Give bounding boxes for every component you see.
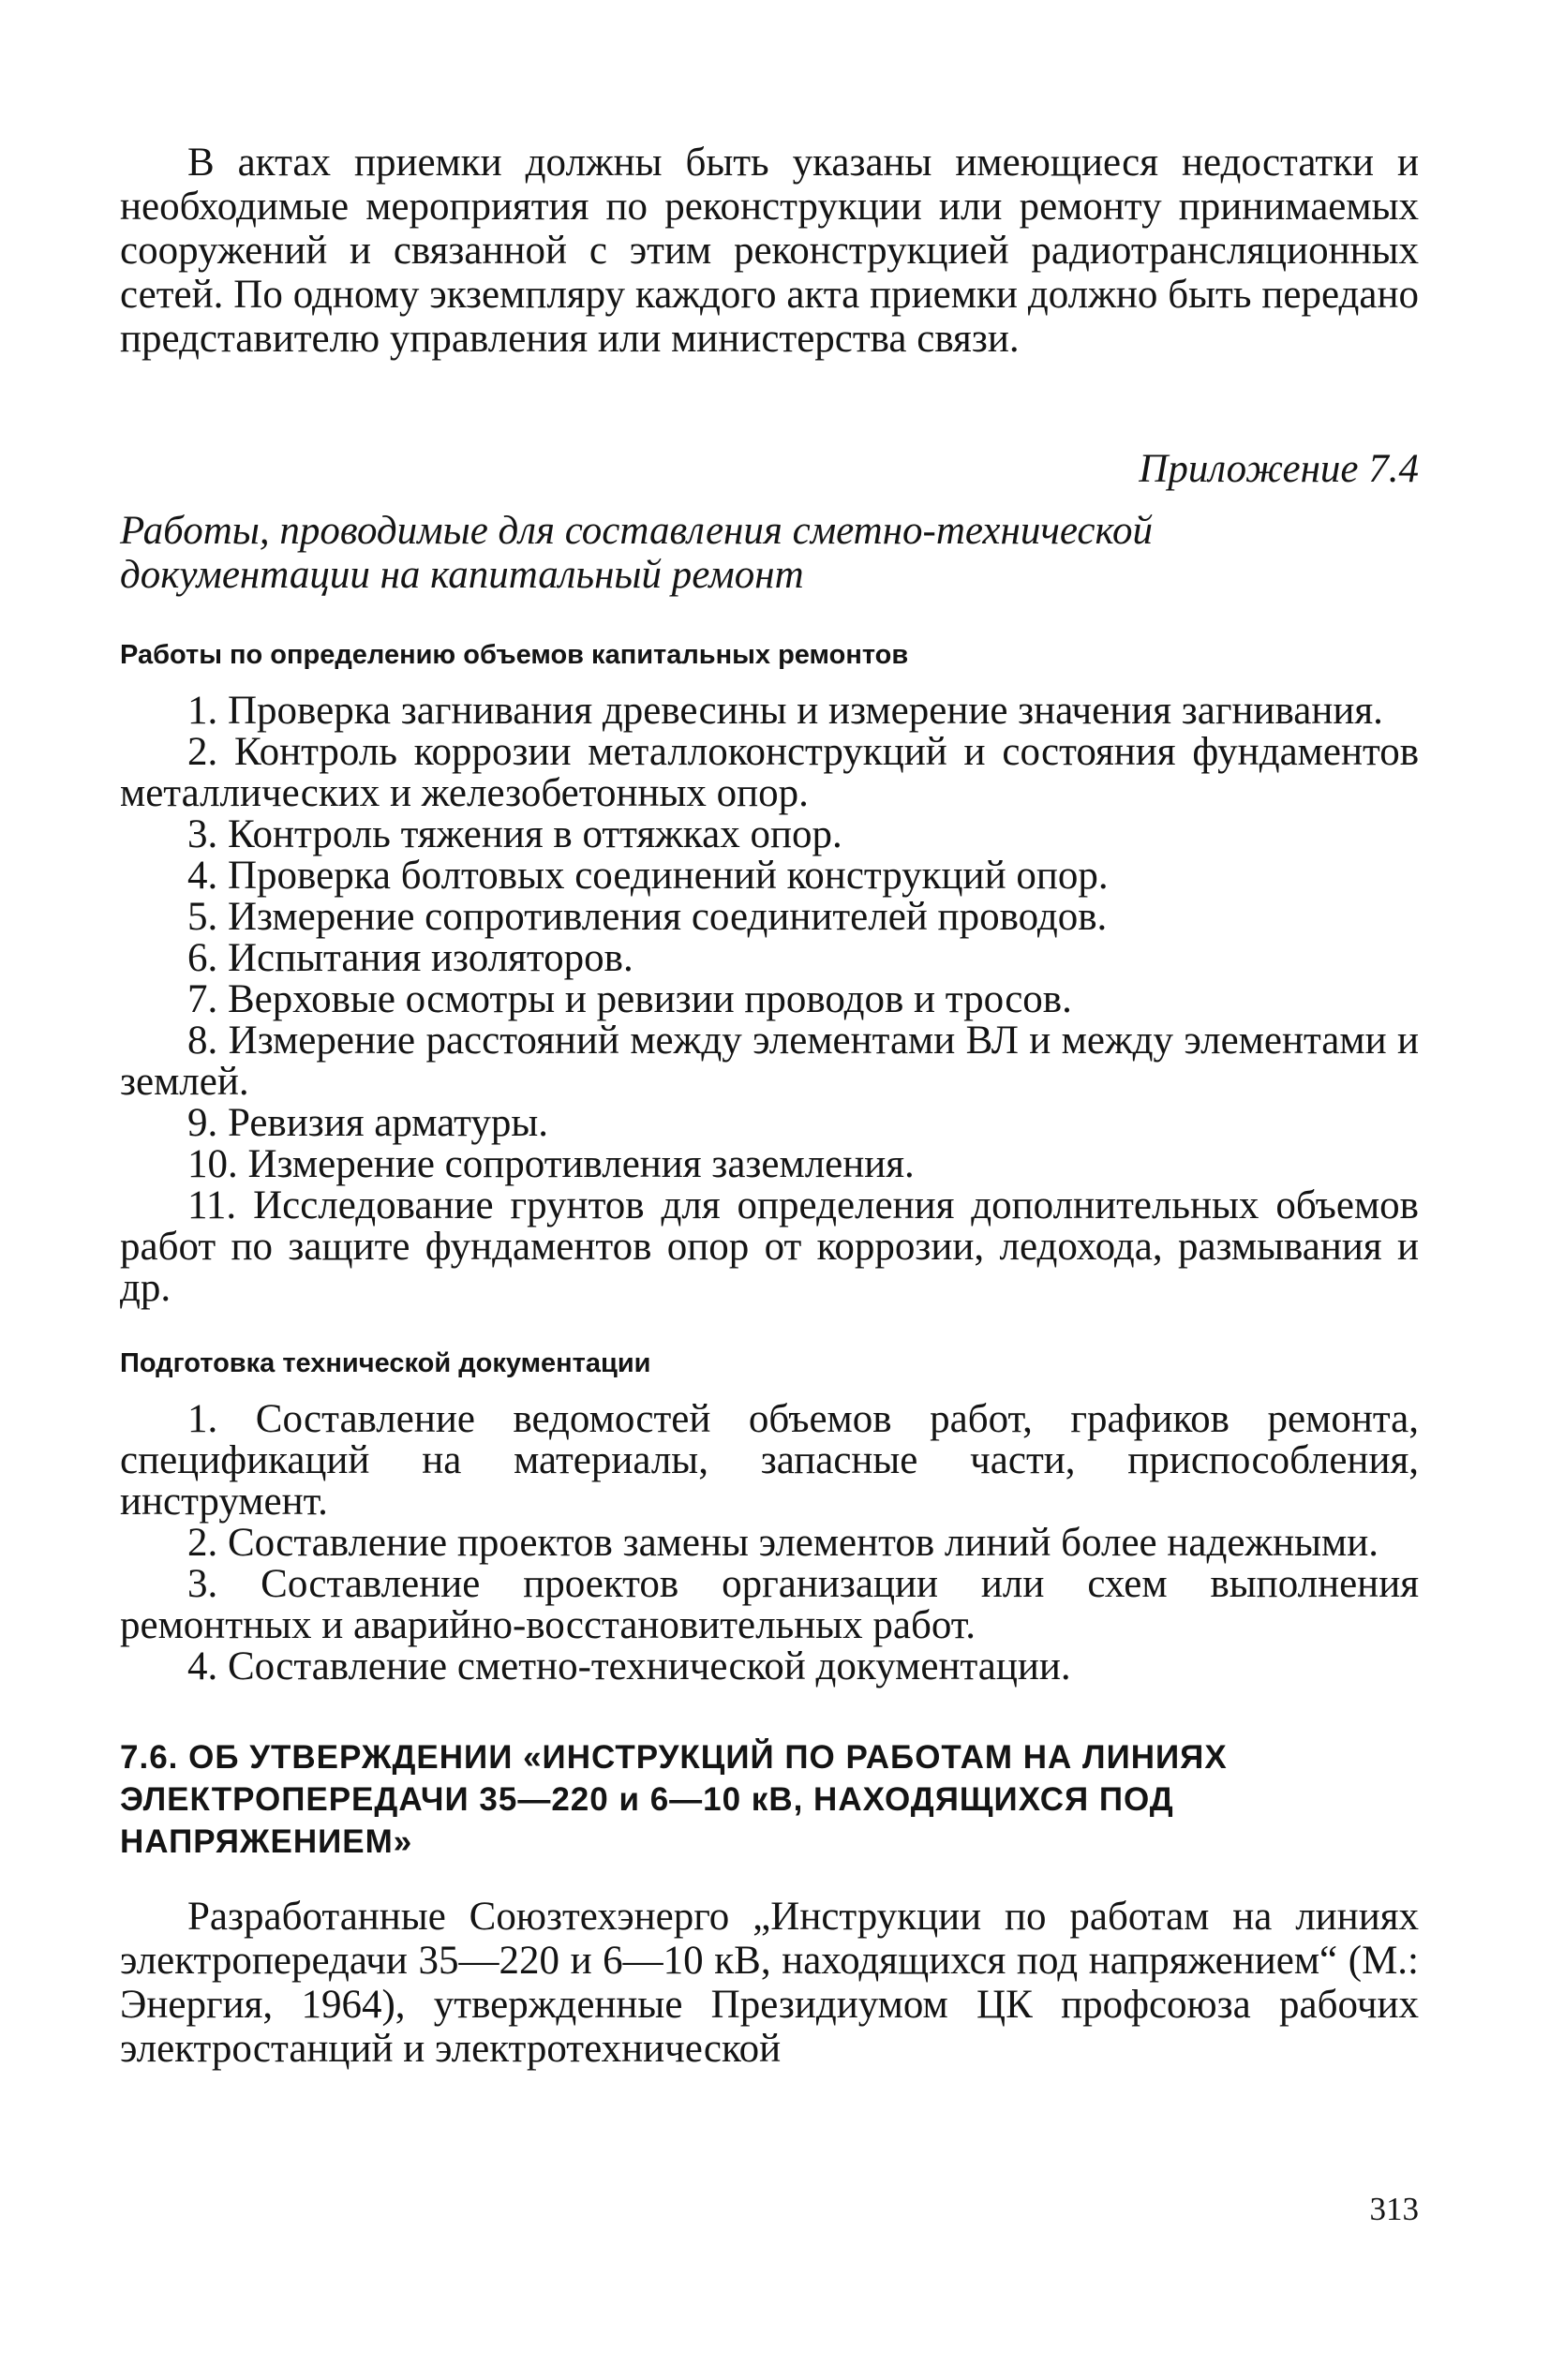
list-item: 9. Ревизия арматуры. <box>187 1101 548 1145</box>
list-item: 3. Составление проектов организации или схем выполнения ремонтных и аварийно-восстановительных работ. <box>120 1562 1419 1647</box>
list-item: 5. Измерение сопротивления соединителей проводов. <box>187 895 1108 939</box>
intro-paragraph: В актах приемки должны быть указаны имеющиеся недостатки и необходимые мероприятия по реконструкции или ремонту принимаемых сооружений и связанной с этим реконструкцией радиотрансляционных сетей. По одному экземпляру каждого акта приемки должно быть передано представителю управления или министерства связи. <box>120 141 1419 361</box>
appendix-label: Приложение 7.4 <box>1139 447 1419 491</box>
section-technical-documentation <box>120 1346 1419 1688</box>
work-list <box>120 1399 1419 1688</box>
list-item: 10. Измерение сопротивления заземления. <box>187 1142 915 1186</box>
appendix-title: Работы, проводимые для составления сметно-технической документации на капитальный ремонт <box>120 509 1153 597</box>
section-capital-repair-volumes <box>120 638 1419 1309</box>
list-item: 1. Проверка загнивания древесины и измерение значения загнивания. <box>187 689 1383 733</box>
section-heading: Работы по определению объемов капитальных ремонтов <box>120 640 909 670</box>
list-item: 11. Исследование грунтов для определения дополнительных объемов работ по защите фундаментов опор от коррозии, ледохода, размывания и др. <box>120 1183 1419 1310</box>
section-heading: Подготовка технической документации <box>120 1348 651 1378</box>
list-item: 8. Измерение расстояний между элементами ВЛ и между элементами и землей. <box>120 1019 1419 1104</box>
page-number: 313 <box>1369 2191 1419 2227</box>
list-item: 1. Составление ведомостей объемов работ, графиков ремонта, спецификаций на материалы, запасные части, приспособления, инструмент. <box>120 1397 1419 1524</box>
list-item: 7. Верховые осмотры и ревизии проводов и тросов. <box>187 977 1072 1021</box>
chapter-section-heading: 7.6. ОБ УТВЕРЖДЕНИИ «ИНСТРУКЦИЙ ПО РАБОТАМ НА ЛИНИЯХ ЭЛЕКТРОПЕРЕДАЧИ 35—220 и 6—10 кВ, НАХОДЯЩИХСЯ ПОД НАПРЯЖЕНИЕМ» <box>120 1739 1228 1860</box>
list-item: 3. Контроль тяжения в оттяжках опор. <box>187 812 842 856</box>
section-paragraph: Разработанные Союзтехэнерго „Инструкции по работам на линиях электропередачи 35—220 и 6—10 кВ, находящихся под напряжением“ (М.: Энергия, 1964), утвержденные Президиумом ЦК профсоюза рабочих электростанций и электротехнической <box>120 1895 1419 2071</box>
work-list <box>120 691 1419 1309</box>
list-item: 4. Проверка болтовых соединений конструкций опор. <box>187 854 1109 898</box>
list-item: 6. Испытания изоляторов. <box>187 936 633 980</box>
list-item: 4. Составление сметно-технической документации. <box>187 1644 1071 1688</box>
list-item: 2. Контроль коррозии металлоконструкций и состояния фундаментов металлических и железобетонных опор. <box>120 730 1419 815</box>
list-item: 2. Составление проектов замены элементов линий более надежными. <box>187 1521 1379 1565</box>
page-content <box>120 141 1419 2071</box>
